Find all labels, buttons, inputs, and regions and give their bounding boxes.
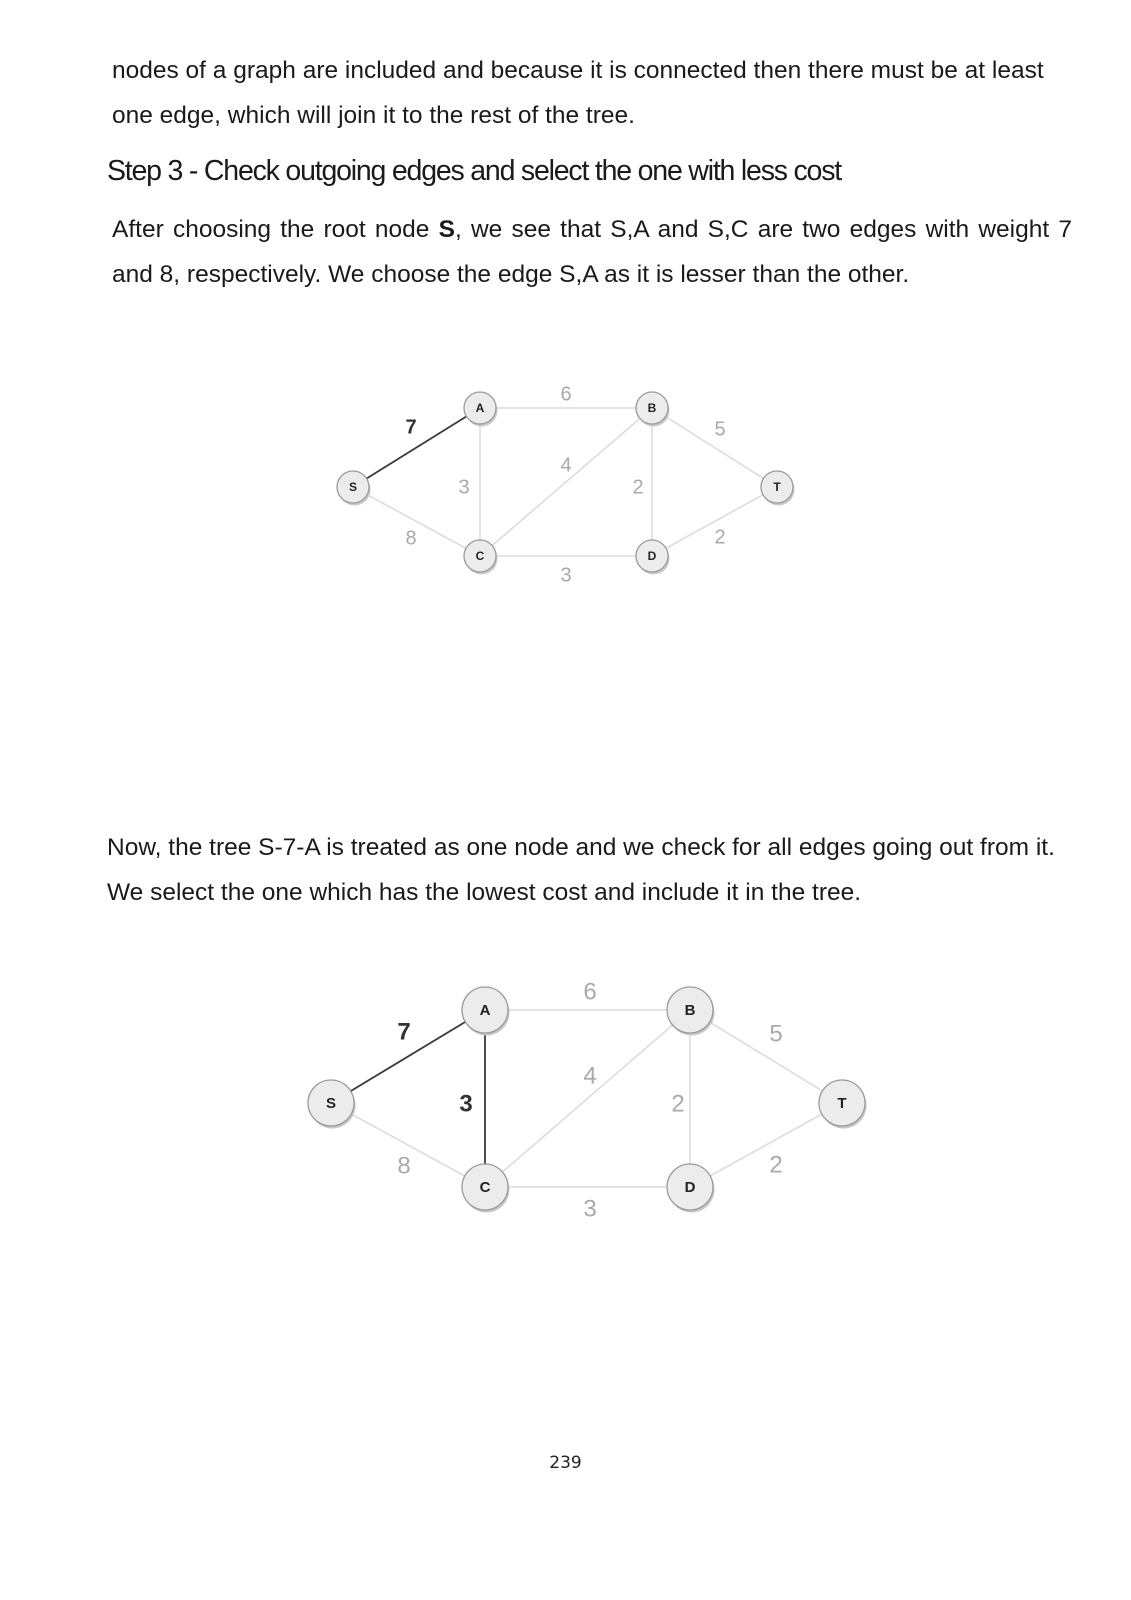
node-label: T bbox=[837, 1094, 847, 1112]
weight-label-b-d: 2 bbox=[632, 476, 644, 499]
node-label: C bbox=[479, 1178, 491, 1196]
node-label: B bbox=[647, 401, 657, 416]
weight-label-s-a: 7 bbox=[397, 1018, 411, 1046]
page-number: 239 bbox=[549, 1453, 582, 1473]
node-c bbox=[462, 1164, 510, 1213]
node-label: D bbox=[647, 549, 657, 564]
weight-label-s-a: 7 bbox=[405, 416, 417, 439]
node-label: A bbox=[475, 401, 485, 416]
weight-label-b-t: 5 bbox=[714, 418, 726, 441]
node-t bbox=[819, 1080, 867, 1129]
weight-label-b-t: 5 bbox=[769, 1020, 783, 1048]
weight-label-d-t: 2 bbox=[769, 1151, 783, 1179]
weight-label-d-t: 2 bbox=[714, 526, 726, 549]
node-a bbox=[462, 987, 510, 1036]
paragraph-step3-end: , we see that S,A and S,C are two edges with weight 7 and 8, respectively. We choose the edge S,A as it is lesser than the other. bbox=[112, 216, 1072, 288]
edge-c-b bbox=[485, 1010, 690, 1187]
edge-b-t bbox=[690, 1010, 842, 1103]
node-label: S bbox=[325, 1094, 337, 1112]
node-label: A bbox=[479, 1001, 491, 1019]
node-label: D bbox=[684, 1178, 696, 1196]
node-label: T bbox=[773, 480, 781, 495]
edge-d-t bbox=[690, 1103, 842, 1187]
weight-label-a-c: 3 bbox=[458, 476, 470, 499]
weight-label-b-d: 2 bbox=[671, 1090, 685, 1118]
weight-label-a-b: 6 bbox=[560, 383, 572, 406]
weight-label-a-b: 6 bbox=[583, 978, 597, 1006]
paragraph-intro: nodes of a graph are included and because it is connected then there must be at least one edge, which will join it to the rest of the tree. bbox=[112, 57, 1044, 129]
node-b bbox=[667, 987, 715, 1036]
weight-label-s-c: 8 bbox=[397, 1152, 411, 1180]
node-label: B bbox=[684, 1001, 696, 1019]
paragraph-tree-expansion: Now, the tree S-7-A is treated as one node and we check for all edges going out from it. We select the one which has the lowest cost and include it in the tree. bbox=[107, 834, 1055, 906]
node-s bbox=[308, 1080, 356, 1129]
weight-label-s-c: 8 bbox=[405, 527, 417, 550]
node-label: C bbox=[475, 549, 485, 564]
node-label: S bbox=[348, 480, 358, 495]
paragraph-step3-start: After choosing the root node bbox=[112, 216, 439, 243]
root-node-label: S bbox=[438, 216, 455, 243]
weight-label-c-d: 3 bbox=[560, 564, 572, 587]
weight-label-c-b: 4 bbox=[583, 1062, 597, 1090]
node-d bbox=[667, 1164, 715, 1213]
weight-label-c-d: 3 bbox=[583, 1195, 597, 1223]
weight-label-c-b: 4 bbox=[560, 454, 572, 477]
weight-label-a-c: 3 bbox=[459, 1090, 473, 1118]
step-heading: Step 3 - Check outgoing edges and select the one with less cost bbox=[107, 155, 841, 187]
